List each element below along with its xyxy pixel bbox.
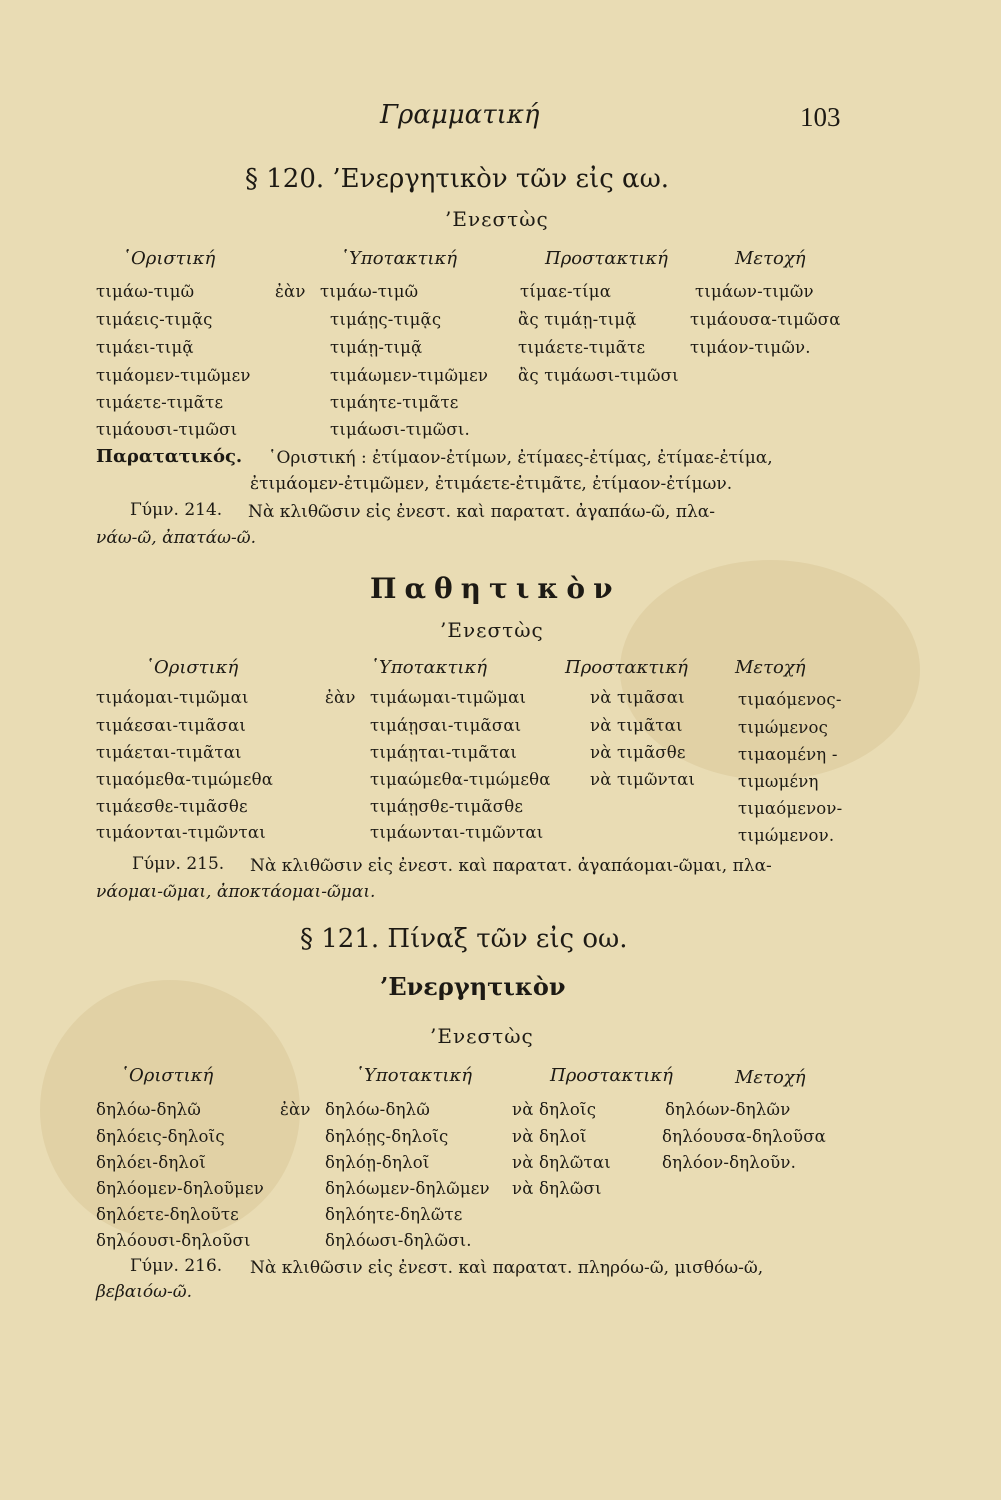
passive-heading: Παθητικὸν [370,572,621,605]
col-head-prostaktiki: Προστακτική [550,1065,673,1086]
section-120-heading: § 120. ’Ενεργητικὸν τῶν εἰς αω. [245,164,670,194]
form-row: τιμώμενος [738,718,829,737]
paratatikos-line: ῾Οριστική : ἐτίμαον-ἐτίμων, ἐτίμαες-ἐτίμας, ἐτίμαε-ἐτίμα, [268,448,773,468]
form-row: δηλόων-δηλῶν [665,1100,791,1119]
col-head-oristiki: ῾Οριστική [120,1065,214,1086]
col-head-metochi: Μετοχή [735,1067,806,1088]
form-row: τιμάεσθε-τιμᾶσθε [96,797,248,816]
form-row: τιμώμενον. [738,826,835,845]
form-row: τιμαομένη - [738,745,838,764]
present-tense-heading: ’Ενεστὼς [445,207,549,231]
col-head-metochi: Μετοχή [735,657,806,678]
form-row: νὰ δηλοῖς [512,1100,597,1119]
form-row: τιμαόμενος- [738,690,842,709]
form-row: δηλόῃ-δηλοῖ [325,1153,430,1172]
form-row: τιμάουσι-τιμῶσι [96,420,238,439]
form-row: τίμαε-τίμα [520,282,612,301]
form-row: δηλόετε-δηλοῦτε [96,1205,239,1224]
form-row: τιμάον-τιμῶν. [690,338,811,357]
exercise-214-text: νάω-ῶ, ἀπατάω-ῶ. [96,528,256,548]
form-row: νὰ δηλοῖ [512,1127,587,1146]
form-row: τιμάω-τιμῶ [96,282,195,301]
col-head-metochi: Μετοχή [735,248,806,269]
form-row: τιμωμένη [738,772,819,791]
form-row: τιμάῃ-τιμᾷ [330,338,423,357]
form-row: τιμάῃς-τιμᾷς [330,310,442,329]
form-row: τιμαόμεθα-τιμώμεθα [96,770,274,789]
exercise-214-text: Νὰ κλιθῶσιν εἰς ἐνεστ. καὶ παρατατ. ἀγαπάω-ῶ, πλα- [248,502,716,522]
form-row: τιμάομεν-τιμῶμεν [96,366,251,385]
form-row: τιμάων-τιμῶν [695,282,814,301]
form-row: τιμάονται-τιμῶνται [96,823,266,842]
form-row: δηλόητε-δηλῶτε [325,1205,463,1224]
conjunction-ean: ἐὰν [280,1100,311,1119]
form-row: τιμάω-τιμῶ [320,282,419,301]
form-row: τιμάουσα-τιμῶσα [690,310,841,329]
form-row: τιμάωμεν-τιμῶμεν [330,366,489,385]
running-title: Γραμματική [380,100,540,130]
exercise-214-label: Γύμν. 214. [130,500,223,520]
form-row: δηλόεις-δηλοῖς [96,1127,225,1146]
form-row: δηλόον-δηλοῦν. [662,1153,797,1172]
active-heading: ’Ενεργητικὸν [380,972,566,1001]
col-head-ypotaktiki: ῾Υποτακτική [355,1065,473,1086]
form-row: τιμάωμαι-τιμῶμαι [370,688,527,707]
form-row: δηλόουσι-δηλοῦσι [96,1231,251,1250]
conjunction-ean: ἐὰν [275,282,306,301]
form-row: δηλόωσι-δηλῶσι. [325,1231,472,1250]
form-row: δηλόομεν-δηλοῦμεν [96,1179,264,1198]
col-head-ypotaktiki: ῾Υποτακτική [340,248,458,269]
col-head-prostaktiki: Προστακτική [545,248,668,269]
form-row: δηλόῃς-δηλοῖς [325,1127,449,1146]
section-121-heading: § 121. Πίναξ τῶν εἰς οω. [300,924,628,954]
form-row: τιμάωσι-τιμῶσι. [330,420,470,439]
paratatikos-label: Παρατατικός. [96,446,243,467]
col-head-oristiki: ῾Οριστική [122,248,216,269]
form-row: τιμάομαι-τιμῶμαι [96,688,249,707]
form-row: τιμάῃται-τιμᾶται [370,743,518,762]
col-head-prostaktiki: Προστακτική [565,657,688,678]
form-row: τιμάετε-τιμᾶτε [96,393,224,412]
conjunction-ean: ἐὰν [325,688,356,707]
col-head-oristiki: ῾Οριστική [145,657,239,678]
form-row: δηλόω-δηλῶ [96,1100,201,1119]
form-row: νὰ δηλῶσι [512,1179,602,1198]
form-row: νὰ δηλῶται [512,1153,611,1172]
form-row: νὰ τιμᾶσαι [590,688,685,707]
exercise-215-text: νάομαι-ῶμαι, ἀποκτάομαι-ῶμαι. [96,882,376,902]
form-row: τιμάεις-τιμᾷς [96,310,213,329]
form-row: νὰ τιμᾶσθε [590,743,686,762]
col-head-ypotaktiki: ῾Υποτακτική [370,657,488,678]
page-number: 103 [800,102,841,132]
paratatikos-line: ἐτιμάομεν-ἐτιμῶμεν, ἐτιμάετε-ἐτιμᾶτε, ἐτίμαον-ἐτίμων. [250,474,733,494]
form-row: ἂς τιμάῃ-τιμᾷ [518,310,637,329]
form-row: τιμάῃσθε-τιμᾶσθε [370,797,524,816]
form-row: δηλόω-δηλῶ [325,1100,430,1119]
form-row: δηλόει-δηλοῖ [96,1153,206,1172]
exercise-215-label: Γύμν. 215. [132,854,225,874]
present-tense-heading: ’Ενεστὼς [440,618,544,642]
form-row: ἂς τιμάωσι-τιμῶσι [518,366,679,385]
form-row: τιμάητε-τιμᾶτε [330,393,459,412]
form-row: τιμαώμεθα-τιμώμεθα [370,770,551,789]
exercise-216-text: Νὰ κλιθῶσιν εἰς ἐνεστ. καὶ παρατατ. πληρόω-ῶ, μισθόω-ῶ, [250,1258,764,1278]
form-row: τιμάεσαι-τιμᾶσαι [96,716,246,735]
form-row: τιμάεται-τιμᾶται [96,743,242,762]
exercise-216-text: βεβαιόω-ῶ. [96,1282,193,1302]
form-row: τιμάει-τιμᾷ [96,338,194,357]
form-row: νὰ τιμᾶται [590,716,683,735]
exercise-216-label: Γύμν. 216. [130,1256,223,1276]
form-row: δηλόουσα-δηλοῦσα [662,1127,827,1146]
present-tense-heading: ’Ενεστὼς [430,1024,534,1048]
form-row: τιμάῃσαι-τιμᾶσαι [370,716,522,735]
exercise-215-text: Νὰ κλιθῶσιν εἰς ἐνεστ. καὶ παρατατ. ἀγαπάομαι-ῶμαι, πλα- [250,856,772,876]
form-row: δηλόωμεν-δηλῶμεν [325,1179,490,1198]
form-row: τιμαόμενον- [738,799,843,818]
form-row: νὰ τιμῶνται [590,770,696,789]
form-row: τιμάετε-τιμᾶτε [518,338,646,357]
form-row: τιμάωνται-τιμῶνται [370,823,544,842]
